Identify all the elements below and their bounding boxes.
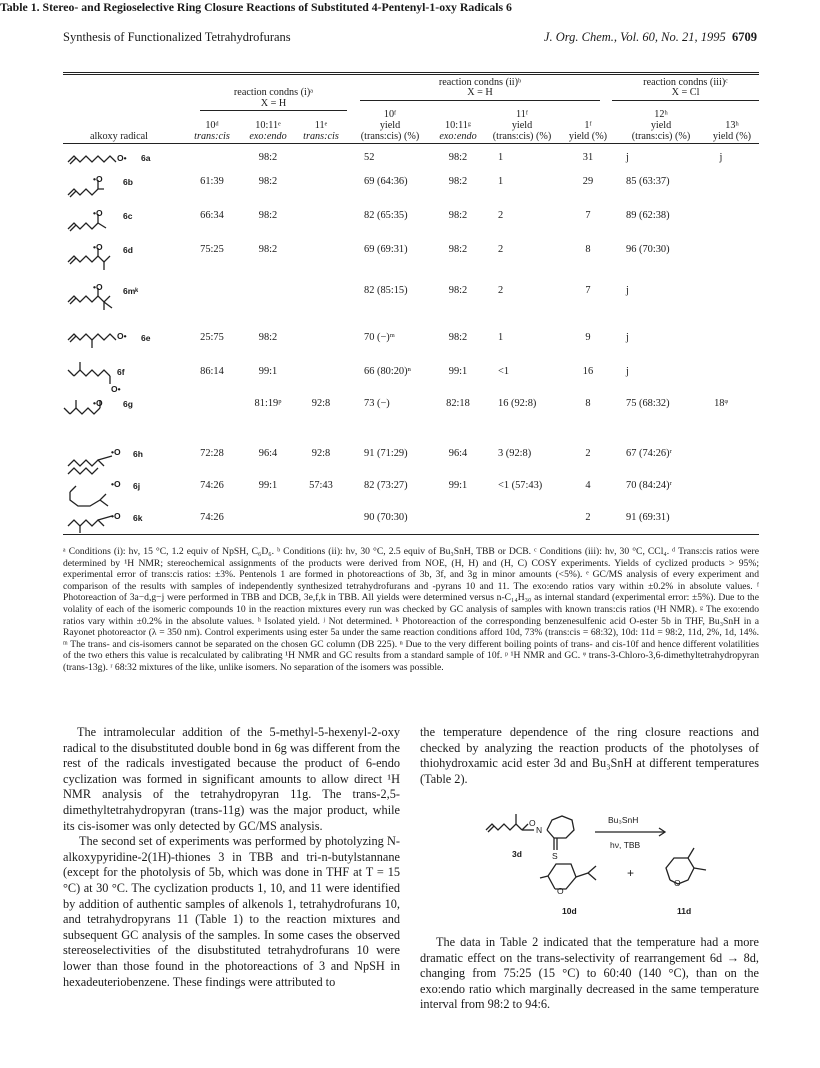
table-cell-c1: 66:34 [200,210,224,221]
table-cell-c7: 7 [585,285,591,296]
table-cell-c7: 2 [585,512,591,523]
table-cell-c1: 74:26 [200,512,224,523]
col6-header-b: yield [511,120,533,131]
atom-O: O [529,818,536,828]
label-11d: 11d [677,906,692,916]
structure-6j [70,486,108,506]
group-iii-x: X = Cl [671,87,700,98]
structure-10d [540,864,596,889]
table-cell-c3: 92:8 [311,448,331,459]
col8-header-a: 12ʰ [654,109,668,120]
table-cell-c4: 69 (64:36) [364,176,408,187]
col6-header-a: 11ᶠ [516,109,528,120]
table-cell-c4: 82 (85:15) [364,285,408,296]
radical-label: 6c [123,211,133,221]
col1-header-a: 10ᵈ [205,120,219,131]
scheme-plus: + [627,866,635,880]
table-cell-c6: 2 [498,285,504,296]
reagent-bottom: hν, TBB [610,840,641,850]
table-cell-c5: 99:1 [448,480,468,491]
table-cell-c7: 8 [585,398,591,409]
table-cell-c1: 74:26 [200,480,224,491]
table-cell-c4: 91 (71:29) [364,448,408,459]
col1-header-b: trans:cis [194,131,230,142]
table-top-rule-2 [63,74,759,75]
table-cell-c5: 98:2 [448,285,468,296]
table-cell-c8: 96 (70:30) [626,244,670,255]
running-header-title: Synthesis of Functionalized Tetrahydrofurans [63,30,291,44]
radical-label: 6k [133,513,143,523]
table-cell-c7: 9 [585,332,591,343]
table-cell-c4: 90 (70:30) [364,512,408,523]
table-cell-c2: 96:4 [258,448,278,459]
reagent-top: Bu₃SnH [608,815,639,825]
oxy-radical-6d: •O [93,242,103,252]
ring-oxygen-11d: O [674,878,681,888]
right-paragraph-2: The data in Table 2 indicated that the temperature had a more dramatic effect on the trans-selectivity of rearrangement 6d → 8d, changing from 75:25 (15 °C) to 60:40 (140 °C), than on the exo:endo ratio which marginally decreased in the same temperature interval from 98:2 to 94:6. [420,935,759,1012]
structure-11d [666,848,706,884]
table-cell-c8: j [626,332,629,343]
right-column-bottom [420,935,759,1013]
ring-oxygen-10d: O [557,886,564,896]
right-paragraph-1: the temperature dependence of the ring closure reactions and checked by analyzing the reaction products of the photolyses of thiohydroxamic acid ester 3d and Bu₃SnH at different temperatures (Table 2). [420,725,759,786]
structure-6k [68,516,112,533]
oxy-radical-6e: O• [117,331,127,341]
radical-label: 6e [141,333,151,343]
group-ii-x: X = H [467,87,493,98]
table-cell-c7: 4 [585,480,591,491]
col6-header-c: (trans:cis) (%) [492,131,552,142]
table-cell-c8: 70 (84:24)ʳ [626,480,672,491]
table-cell-c6: <1 (57:43) [498,480,543,491]
atom-S: S [552,851,558,861]
col8-header-b: yield [650,120,672,131]
table-cell-c6: 1 [498,332,504,343]
table-caption: Table 1. Stereo- and Regioselective Ring Closure Reactions of Substituted 4-Pentenyl-1-oxy Radicals 6 [0,0,512,14]
table-cell-c7: 7 [585,210,591,221]
radical-label: 6j [133,481,141,491]
page-number: 6709 [732,30,757,44]
group-i-rule [200,110,347,111]
left-paragraph-2: The second set of experiments was performed by photolyzing N-alkoxypyridine-2(1H)-thiones 3 in TBB and tri-n-butylstannane (except for the photolysis of 5b, which was done in THF at T = 15 °C) at 30 °C. The cyclization products 1, 10, and 11 were identified by addition of authentic samples of alkenols 1, tetrahydrofurans 10, and tetrahydropyrans 11 (Table 1) to the reaction mixtures and subsequent GC analysis of the samples. In some cases the observed stereoselectivities of the disubstituted tetrahydrofurans 10 were lower than those found in the photoreactions of 3 and NpSH in hexadeuteriobenzene. These findings were attributed to [63,834,400,989]
table-cell-c1: 75:25 [200,244,224,255]
table-header-rule [63,143,759,144]
table-cell-c7: 29 [582,176,594,187]
oxy-radical-6k: •O [111,511,121,521]
table-cell-c2: 99:1 [258,480,278,491]
structure-6m [68,288,112,310]
col3-header-a: 11ᵉ [314,120,328,131]
group-iii-rule [612,100,759,101]
table-cell-c9: 18ᵠ [714,398,728,409]
table-cell-c2: 98:2 [258,210,278,221]
table-cell-c5: 82:18 [446,398,470,409]
reaction-arrow [595,828,665,836]
col5-header-a: 10:11ᵍ [445,120,471,131]
group-ii-header: reaction condns (ii)ᵇ [438,77,522,88]
running-header-journal [544,30,757,45]
table-cell-c6: 2 [498,210,504,221]
radical-label: 6d [123,245,133,255]
col7-header-a: 1ᶠ [584,120,592,131]
oxy-radical-6a: O• [117,153,127,163]
table-cell-c5: 98:2 [448,210,468,221]
oxy-radical-6c: •O [93,208,103,218]
table-cell-c5: 99:1 [448,366,468,377]
table-cell-c5: 98:2 [448,244,468,255]
right-column-top [420,725,759,787]
structure-6d [68,248,110,270]
group-i-x: X = H [260,98,287,109]
table-cell-c5: 98:2 [448,152,468,163]
table-cell-c3: 92:8 [311,398,331,409]
reaction-scheme [0,0,1,1]
table-cell-c2: 98:2 [258,152,278,163]
table-cell-c1: 25:75 [200,332,224,343]
table-cell-c5: 98:2 [448,176,468,187]
group-i-header: reaction condns (i)ᵃ [233,87,314,98]
table-cell-c4: 73 (−) [364,398,390,409]
table-cell-c7: 8 [585,244,591,255]
col8-header-c: (trans:cis) (%) [631,131,691,142]
col4-header-b: yield [379,120,401,131]
label-10d: 10d [562,906,577,916]
radical-label: 6b [123,177,133,187]
table-cell-c2: 98:2 [258,244,278,255]
radical-label: 6g [123,399,133,409]
table-cell-c2: 81:19ᵖ [254,398,282,409]
table-cell-c4: 70 (−)ᵐ [364,332,395,343]
left-paragraph-1: The intramolecular addition of the 5-methyl-5-hexenyl-2-oxy radical to the disubstituted double bond in 6g was different from the rest of the radicals investigated because the product of 6-endo cyclization was formed in significant amounts to allow direct ¹H NMR analysis of the tetrahydropyran 11g. The trans-2,5-dimethyltetrahydropyran (trans-11g) was the major product, while its cis-isomer was only detected by GC/MS analysis. [63,725,400,833]
table-cell-c6: 1 [498,152,504,163]
table-cell-c7: 2 [585,448,591,459]
table-cell-c4: 82 (73:27) [364,480,408,491]
radical-label: 6h [133,449,143,459]
col2-header-a: 10:11ᵉ [255,120,281,131]
table-cell-c9: j [719,152,723,163]
table-cell-c8: 85 (63:37) [626,176,670,187]
col4-header-a: 10ᶠ [383,109,397,120]
table-cell-c1: 72:28 [200,448,224,459]
col3-header-b: trans:cis [303,131,339,142]
group-iii-header: reaction condns (iii)ᶜ [643,77,728,88]
col5-header-b: exo:endo [439,131,477,142]
table-cell-c8: 91 (69:31) [626,512,670,523]
col7-header-b: yield (%) [568,131,608,142]
table-cell-c1: 86:14 [200,366,224,377]
table-cell-c8: j [626,152,629,163]
oxy-radical-6m: •O [93,282,103,292]
label-3d: 3d [512,849,522,859]
table-top-rule [63,72,759,73]
group-ii-rule [360,100,600,101]
table-cell-c6: 1 [498,176,504,187]
table-cell-c4: 69 (69:31) [364,244,408,255]
table-cell-c6: 16 (92:8) [498,398,537,409]
col9-header-a: 13ʰ [725,120,739,131]
table-cell-c5: 98:2 [448,332,468,343]
radical-label: 6mᵏ [123,286,139,296]
table-cell-c2: 98:2 [258,176,278,187]
col4-header-c: (trans:cis) (%) [360,131,420,142]
atom-N: N [536,825,543,835]
table-cell-c6: 2 [498,244,504,255]
structure-6f [68,362,110,384]
structure-6e [68,334,116,348]
table-cell-c8: j [626,285,629,296]
table-cell-c6: <1 [498,366,510,377]
table-cell-c8: 75 (68:32) [626,398,670,409]
table-footnotes: ᵃ Conditions (i): hν, 15 °C, 1.2 equiv of NpSH, C₆D₆. ᵇ Conditions (ii): hν, 30 °C, 2.5 equiv of Bu₃SnH, TBB or DCB. ᶜ Conditions (iii): hν, 30 °C, CCl₄. ᵈ Trans:cis ratios were determined by ¹H NMR; stereochemical assignments of the products were derived from NOE, (H, H) and (H, C) COSY experiments. Yields of cyclized products > 95%; experimental error of trans:cis ratios: ±3%. Pentenols 1 are formed in photoreactions of 3b, 3f, and 3g in minor amounts (<5%). ᵉ GC/MS analysis of every experiment and comparison of the results with samples of independently synthesized tetrahydrofurans and -pyrans 10 and 11. The exo:endo ratios vary within ±0.2% in absolute values. ᶠ Photoreaction of 3a−d,g−j were performed in TBB and DCB, 3e,f,k in TBB. All yields were determined versus n-C₁₄H₃₀ as internal standard (experimental error: ±5%). Due to the volality of each of the isomeric compounds 10 in the reaction mixtures every run was checked by GC analysis of samples with known trans:cis ratios (¹H NMR). ᵍ The exo:endo ratios vary within ±0.2% in the absolute values. ʰ Isolated yield. ʲ Not determined. ᵏ Photoreaction of the corresponding benzenesulfenic acid O-ester 5b in THF, Bu₃SnH in a Rayonet photoreactor (λ = 350 nm). Control experiments using ester 5a under the same reaction conditions afford 10d, 73% (trans:cis = 68:32), 10d: 11d = 98:2, 11d, 2%, 1d, 14%. ᵐ The trans- and cis-isomers cannot be separated on the chosen GC column (DB 225). ⁿ Due to the very different boiling points of trans- and cis-10f and hence different volatilities of the two ethers this value is recalculated by calibrating ¹H NMR and GC results from a standard sample of 10f. ᵖ ¹H NMR and GC. ᵠ trans-3-Chloro-3,6-dimethyltetrahydropyran (trans-13g). ʳ 68:32 mixtures of the like, unlike isomers. No separation of the isomers was possible. [63,546,759,673]
col2-header-b: exo:endo [249,131,287,142]
table-cell-c2: 98:2 [258,332,278,343]
table-cell-c2: 99:1 [258,366,278,377]
table-cell-c4: 66 (80:20)ⁿ [364,366,411,377]
table-cell-c7: 31 [582,152,594,163]
oxy-radical-6h: •O [111,447,121,457]
oxy-radical-6g: •O [93,398,103,408]
table-cell-c4: 82 (65:35) [364,210,408,221]
oxy-radical-6b: •O [93,174,103,184]
structure-6h [68,456,112,474]
left-column [63,725,400,990]
col-header-radical: alkoxy radical [90,131,148,142]
oxy-radical-6f: O• [111,384,121,394]
table-cell-c6: 3 (92:8) [498,448,532,459]
radical-label: 6f [117,367,125,377]
table-bottom-rule [63,534,759,535]
structure-6a [68,156,116,164]
table-cell-c3: 57:43 [309,480,333,491]
table-cell-c8: 89 (62:38) [626,210,670,221]
table-cell-c1: 61:39 [200,176,224,187]
oxy-radical-6j: •O [111,479,121,489]
table-cell-c8: j [626,366,629,377]
col9-header-b: yield (%) [712,131,752,142]
table-cell-c8: 67 (74:26)ʳ [626,448,672,459]
table-cell-c5: 96:4 [448,448,468,459]
radical-label: 6a [141,153,151,163]
table-cell-c7: 16 [582,366,594,377]
journal-citation: J. Org. Chem., Vol. 60, No. 21, 1995 [543,30,726,44]
table-cell-c4: 52 [364,152,375,163]
